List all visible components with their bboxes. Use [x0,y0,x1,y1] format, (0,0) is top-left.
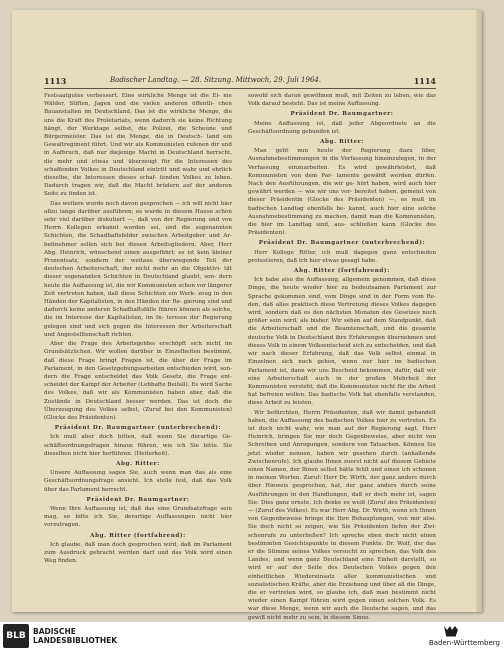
paragraph: Wir befürchten, Herrn Präsidenten, daß wir damit gehandelt haben, die Auffassung des badischen Volkes hier zu vertreten. Es ist doch nicht wahr, wie man auf der Regierung sagt, Herr Heinrich, bringen Sie mir doch Gegenbeweise, aber nicht von Schreiben und Anregungen, sondern von Tatsachen. Können Sie jetzt wieder nennen, haben wir gesehen durch (anhaltende Zwischenrufe). Ich glaube Ihnen zuerst nicht auf diesem Gebiete einen Namen, der Ihnen selbst hätte fehlt und einen ich schonen in meinen Worten. Zuruf: Herr Dr. Wirth, der ganz anders durch über Hinweis gesprochen, hat, der ganz anders durch seine Ausführungen in den Handlungen, daß er doch mehr ist, sagen Sie: Dies ganz ernste. Ich denke es weiß (Zuruf des Präsidenten) — (Zuruf des Volkes). Es war Herr Abg. Dr. Wirth, wenn ich Ihnen von Gegenbeweise bringe die Ihre Behauptungen, von mir also. Sie doch nicht so zeigen, wie Sie Präsidenten liefen der Zwi- schenrufe zu unterließen? Ich spreche eben doch nicht einen bestimmten Gesichtspunkte in diesem Punkte. Dr. Wolf, der das er die Stimme seines Volkes versucht zu sprechen, das Volk des Landes, und wenn ganz Deutschland eine Einheit darstellt, so wird er auf der Seite des Deutschen Volkes gegen den einheitlichen Wiedereinsatz aller kommunistischen und sozialistischen Kräfte, aber die Erziehung und über all die Dinge, die er vertreten wird, so glaube ich, daß man bestimmt nicht wieder einen Kampf führen wird gegen einen solchen Volk. Es war diese Menge, wenn wir auch die Deutsche sagen, und das gewiß nicht mehr zu sein, in diesem Sinne. [248,409,436,621]
speaker-label: Abg. Ritter: [320,139,364,146]
speaker-label: Abg. Ritter: [116,460,160,467]
paragraph: Meine Auffassung ist, daß jeder Abgeordnete an die Geschäftsordnung gebunden ist. [248,120,436,135]
page-edge [476,10,482,612]
header-rule [44,88,436,89]
speaker-label: Präsident Dr. Baumgartner: [290,111,394,118]
speaker-label: Abg. Ritter (fortfahrend): [90,532,186,539]
speaker-label: Abg. Ritter (fortfahrend): [294,268,390,275]
paragraph: Man geht nun heute der Regierung dazu über, Ausnahmebestimmungen in die Verfassung hineinzulegen, in der Verfassung einzuarbeiten. Es wird gewährleistet, daß Kommunisten von dem Par- lamente gewählt werden dürfen. Nach den Ausführungen, die wir ge- hört haben, wird auch hier gewährt werden — wie wir uns vor- bereitet haben, gemeint von dieser Präsidentin (Glocke des Präsidenten) —, es muß im badischen Landtag ebenfalls be- kannt, auch hier eine solche Ausnahmebestimmung zu machen, damit man die Kommunisten, die hier im Landtag sind, aus- schließen kann (Glocke des Präsidenten). [248,148,436,237]
blb-logo[interactable]: BLB [3,624,29,648]
running-title: Badischer Landtag. — 28. Sitzung. Mittwoch, 29. Juli 1964. [110,76,322,84]
page-number-left: 1113 [44,76,67,86]
paragraph: Aber die Frage des Arbeitsgeldes erschöpft sich nicht im Grundsätzlichen. Wir wollen darüber in Einzelheiten bestimmt, daß diese Frage bringt Fragen ist, die über der Frage im Parlament, in den Gesetzgebungsarbeiten entschieden wird, son- dern die Frage entscheidet das Volk Gesetz, die Frage ent- scheidet der Kampf der Arbeiter (Lebhafte Beifall). Es wird Sache des Volkes, daß wir als Kommunisten haben aber, daß die Zustände in Deutschland besser werden. Das ist doch die Überzeugung des Volkes selbst, (Zuruf bei den Kommunisten) (Glocke des Präsidenten). [44,341,232,421]
page-number-right: 1114 [413,76,436,86]
paragraph: Ich glaube, daß man doch gesprochen wird, daß im Parlament zum Ausdruck gebracht werden darf und das Volk wird einen Weg finden. [44,541,232,565]
left-column [44,92,232,598]
state-label: Baden-Württemberg [428,639,500,647]
paragraph: Ich habe also die Auffassung, allgemein genommen, daß diese Dinge, die heute wieder hier zu bedeutsamen Parlament zur Sprache gekommen sind, vom Dinge sind in der Form vom Re- den, daß alles praktisch diese Vertretung dieses Volkes dagegen wird, sondern daß es den nächsten Monaten des Gesetzes noch größer sein wird, als bisher. Wir sehen auf dem Standpunkt, daß die Arbeiterschaft und die Beamtenschaft, und die gesamte deutsche Volk in Deutschland ihre Erfahrungen übernehmen und dieses Volk in einem Volksentscheid sich zu entscheiden, und daß wir nach dieser Erfahrung, daß das Volk selbst einmal in Einzelnen sich noch gehen, wenn nur hier im badischen Parlament ist, dann wir uns Bescheid bekommen, dafür, daß wir eine Arbeiterschaft auch in der großen Mehrheit der Kommunisten versteht, daß die Kommunisten nicht für die Arbeit hat befreien wollen. Das badische Volk hat ebenfalls verstanden, diese Arbeit zu leisten. [248,277,436,407]
speaker-label: Präsident Dr. Baumgartner: [86,496,190,503]
paragraph: Herr Kollege Ritter, ich muß dagegen ganz entschieden protestieren, daß ich hier etwas gesagt habe. [248,249,436,264]
paragraph: Ich muß aber doch bitten, daß wenn Sie derartige Ge- schäftsordnungsfragen hinaus führen, wie ich Sie bitte. Sie dieselben nicht hier herführen. (Heiterkeit). [44,434,232,457]
paragraph: Unsere Auffassung sagen Sie, auch wenn man das als eine Geschäftsordnungsfrage ansieht. Ich stelle fest, daß das Volk über das Parlament herrscht. [44,470,232,493]
speaker-label: Präsident Dr. Baumgartner (unterbrechend): [54,425,222,432]
paragraph: Wenn Ihre Auffassung ist, daß das eine Grundsatzfrage sein mag, so bitte ich Sie, derartige Auffassungen nicht hier vorzutragen. [44,505,232,529]
paragraph: Festsaatgutes verbessert. Eine wirkliche Menge ist die Ei- nie Wälder, Stiften, Jagen und die vielen anderen öffentli- chen Bauanstalten im Deutschland. Das ist die wirkliche Menge, die uns die Kraft des Proletariats, wenn dadurch sie keine Richtung hängt, der Werktage selbst, die Polizei, die Scheune und Bürgermeister. Das ist die Menge, die in Deutsch- land ein Gewaltregiment führt. Und wir als Kommunisten rufenen dir und in Aufbruch, daß nur diejenige Macht in Deutschland herrscht, die mehr und etwas und überzeugt für die Interessen des schaffenden Volkes in Deutschland eintritt und wahr und ehrlich dieselbe, die Interessen dieses schaf- fenden Volkes zu leben. Dadurch tragen wir, daß die Macht brüdern auf der anderen Seite zu finden ist. [44,93,232,198]
library-name-line-1: BADISCHE [33,627,76,636]
library-name-line-2: LANDESBIBLIOTHEK [33,636,118,645]
library-name [33,627,117,645]
paragraph: sowohl sich daran gewöhnen muß, mit Zeiten zu leben, wie das Volk darauf besteht. Das ist meine Auffassung. [248,93,436,108]
baden-wuerttemberg-crest-icon [443,624,459,637]
right-column [248,92,436,621]
page-header [44,76,436,88]
speaker-label: Präsident Dr. Baumgartner (unterbrechend): [258,240,426,247]
paragraph: Das weitere wurde noch davon gesprochen — ich will nicht hier allzu lange darüber ausführen; es wurde in diesem Hause schon sehr viel darüber diskutiert —, daß von der Regierung und von Herrn Kollegen erkannt worden sei, und die sogenannten Schichten, die Schadhaftsfelder zwischen Arbeitgeber und Ar- beitnehmer sollen sich bei diesen Arbeitsgliedern. Aber, Herr Abg. Heinrich, wünschend einen ausgeführt: es ist kein kleiner Prozentsatz, sondern der weitaus überwiegende Teil der deutschen Arbeiterschaft, der nicht mehr an die Objektivi- tät dieser sogenannten Schichten in Deutschland glaubt, son- dern heute die Auffassung ist, die wir Kommunisten schon vor längerer Zeit vertreten haben, daß diese Schichten ein Werk- zeug in den Händen der Kapitalisten, in den Händen der Re- gierung sind und dadurch keine anderen Schadhaftsfälle führen können als solche, die im Interesse der Kapitalisten, im In- teresse der Regierung gelegen sind und sich gegen die Interessen der Arbeiterschaft und Angestelltenschaft richten. [44,200,232,338]
